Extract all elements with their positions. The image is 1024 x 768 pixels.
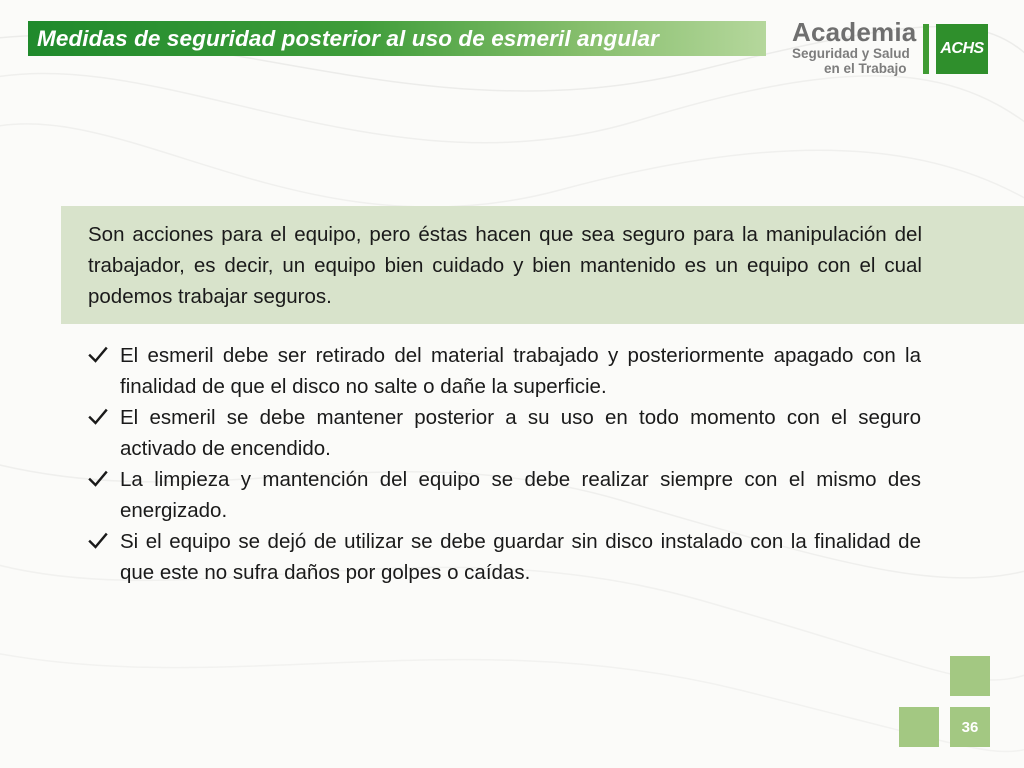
decorative-square — [899, 707, 939, 747]
list-item-text: La limpieza y mantención del equipo se debe realizar siempre con el mismo des energizado. — [120, 468, 921, 522]
list-item — [88, 340, 921, 402]
bullet-list — [88, 340, 921, 588]
slide-title-bar — [28, 21, 766, 56]
check-icon — [88, 470, 108, 488]
decorative-square — [950, 656, 990, 696]
page-number: 36 — [961, 718, 979, 736]
logo-line-2: en el Trabajo — [824, 61, 907, 76]
logo-text-block — [792, 18, 922, 76]
page-number-box — [950, 707, 990, 747]
intro-text: Son acciones para el equipo, pero éstas hacen que sea seguro para la manipulación del trabajador, es decir, un equipo bien cuidado y bien mantenido es un equipo con el cual podemos trabajar seguros. — [88, 223, 922, 308]
achs-brand-text: ACHS — [940, 40, 984, 57]
list-item — [88, 526, 921, 588]
list-item-text: El esmeril debe ser retirado del material trabajado y posteriormente apagado con la finalidad de que el disco no salte o dañe la superficie. — [120, 344, 921, 398]
list-item-text: El esmeril se debe mantener posterior a su uso en todo momento con el seguro activado de encendido. — [120, 406, 921, 460]
list-item-text: Si el equipo se dejó de utilizar se debe guardar sin disco instalado con la finalidad de que este no sufra daños por golpes o caídas. — [120, 530, 921, 584]
logo-divider — [923, 24, 929, 74]
intro-box — [61, 206, 1024, 324]
check-icon — [88, 408, 108, 426]
logo-line-1: Seguridad y Salud — [792, 46, 910, 61]
check-icon — [88, 346, 108, 364]
achs-brand-box — [936, 24, 988, 74]
slide-title: Medidas de seguridad posterior al uso de esmeril angular — [37, 25, 660, 51]
list-item — [88, 402, 921, 464]
list-item — [88, 464, 921, 526]
check-icon — [88, 532, 108, 550]
academia-achs-logo — [788, 18, 994, 78]
logo-academia: Academia — [792, 17, 917, 47]
